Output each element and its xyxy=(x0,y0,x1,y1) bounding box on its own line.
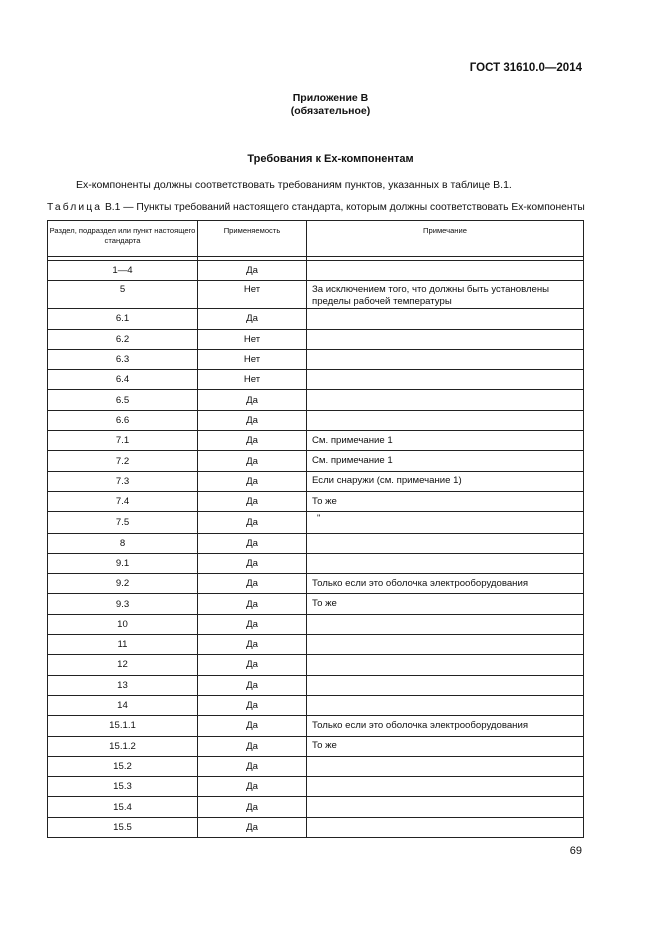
row-applicability-cell: Нет xyxy=(198,370,307,390)
row-note-cell: Только если это оболочка электрооборудования xyxy=(307,716,584,736)
table-row xyxy=(48,431,584,451)
table-row xyxy=(48,512,584,533)
table-row xyxy=(48,329,584,349)
row-section-cell: 13 xyxy=(48,675,198,695)
table-row xyxy=(48,614,584,634)
row-note-cell: То же xyxy=(307,736,584,756)
row-note-cell xyxy=(307,329,584,349)
table-row xyxy=(48,777,584,797)
row-note-cell: Если снаружи (см. примечание 1) xyxy=(307,471,584,491)
table-row xyxy=(48,309,584,329)
table-row xyxy=(48,261,584,281)
table-row xyxy=(48,695,584,715)
row-section-cell: 15.5 xyxy=(48,817,198,837)
table-caption-text: В.1 — Пункты требований настоящего стандарта, которым должны соответствовать Ex-компоненты xyxy=(102,202,585,213)
row-section-cell: 5 xyxy=(48,281,198,309)
row-section-cell: 8 xyxy=(48,533,198,553)
row-applicability-cell: Нет xyxy=(198,329,307,349)
row-note-cell xyxy=(307,817,584,837)
row-note-cell: См. примечание 1 xyxy=(307,451,584,471)
row-applicability-cell: Да xyxy=(198,797,307,817)
row-applicability-cell: Да xyxy=(198,594,307,614)
row-applicability-cell: Да xyxy=(198,553,307,573)
row-note-cell xyxy=(307,533,584,553)
row-section-cell: 15.2 xyxy=(48,756,198,776)
row-applicability-cell: Да xyxy=(198,756,307,776)
row-applicability-cell: Да xyxy=(198,491,307,511)
row-section-cell: 15.1.1 xyxy=(48,716,198,736)
table-row xyxy=(48,471,584,491)
table-row xyxy=(48,594,584,614)
row-section-cell: 7.2 xyxy=(48,451,198,471)
row-section-cell: 14 xyxy=(48,695,198,715)
row-section-cell: 7.3 xyxy=(48,471,198,491)
table-row xyxy=(48,635,584,655)
row-applicability-cell: Да xyxy=(198,512,307,533)
table-row xyxy=(48,370,584,390)
table-row xyxy=(48,390,584,410)
row-section-cell: 6.4 xyxy=(48,370,198,390)
row-section-cell: 1—4 xyxy=(48,261,198,281)
table-row xyxy=(48,736,584,756)
row-note-cell xyxy=(307,635,584,655)
section-title: Требования к Ex-компонентам xyxy=(247,153,414,165)
requirements-table xyxy=(47,220,584,838)
row-note-cell xyxy=(307,410,584,430)
row-section-cell: 10 xyxy=(48,614,198,634)
row-section-cell: 6.2 xyxy=(48,329,198,349)
row-applicability-cell: Да xyxy=(198,431,307,451)
row-section-cell: 15.3 xyxy=(48,777,198,797)
row-section-cell: 11 xyxy=(48,635,198,655)
table-row xyxy=(48,410,584,430)
table-row xyxy=(48,533,584,553)
row-section-cell: 6.3 xyxy=(48,349,198,369)
table-row xyxy=(48,491,584,511)
row-applicability-cell: Да xyxy=(198,451,307,471)
row-note-cell xyxy=(307,695,584,715)
row-applicability-cell: Да xyxy=(198,471,307,491)
header-section: Раздел, подраздел или пункт настоящего стандарта xyxy=(48,221,198,257)
page-number: 69 xyxy=(569,845,582,857)
row-applicability-cell: Да xyxy=(198,655,307,675)
row-note-cell: " xyxy=(307,512,584,533)
row-note-cell: См. примечание 1 xyxy=(307,431,584,451)
row-applicability-cell: Да xyxy=(198,309,307,329)
row-applicability-cell: Да xyxy=(198,635,307,655)
row-note-cell xyxy=(307,756,584,776)
row-note-cell xyxy=(307,675,584,695)
table-row xyxy=(48,574,584,594)
table-row xyxy=(48,797,584,817)
row-applicability-cell: Да xyxy=(198,817,307,837)
row-applicability-cell: Да xyxy=(198,261,307,281)
table-row xyxy=(48,817,584,837)
row-note-cell xyxy=(307,309,584,329)
row-applicability-cell: Да xyxy=(198,533,307,553)
row-applicability-cell: Да xyxy=(198,777,307,797)
table-header-row xyxy=(48,221,584,257)
standard-number: ГОСТ 31610.0—2014 xyxy=(469,62,582,74)
table-caption-label: Таблица xyxy=(47,202,103,213)
row-note-cell xyxy=(307,370,584,390)
row-note-cell xyxy=(307,655,584,675)
row-applicability-cell: Да xyxy=(198,695,307,715)
row-note-cell xyxy=(307,261,584,281)
table-body xyxy=(48,261,584,838)
row-section-cell: 7.5 xyxy=(48,512,198,533)
table-row xyxy=(48,281,584,309)
table-row xyxy=(48,675,584,695)
table-caption xyxy=(47,202,585,213)
row-note-cell xyxy=(307,349,584,369)
row-section-cell: 9.1 xyxy=(48,553,198,573)
row-section-cell: 12 xyxy=(48,655,198,675)
row-applicability-cell: Да xyxy=(198,716,307,736)
row-note-cell xyxy=(307,797,584,817)
row-applicability-cell: Да xyxy=(198,410,307,430)
row-applicability-cell: Нет xyxy=(198,281,307,309)
appendix-title: Приложение В xyxy=(292,92,369,104)
row-section-cell: 15.1.2 xyxy=(48,736,198,756)
row-section-cell: 6.6 xyxy=(48,410,198,430)
row-note-cell xyxy=(307,553,584,573)
table-row xyxy=(48,553,584,573)
row-note-cell xyxy=(307,390,584,410)
row-section-cell: 6.5 xyxy=(48,390,198,410)
row-note-cell xyxy=(307,614,584,634)
row-applicability-cell: Да xyxy=(198,614,307,634)
row-applicability-cell: Да xyxy=(198,390,307,410)
row-section-cell: 9.3 xyxy=(48,594,198,614)
row-section-cell: 15.4 xyxy=(48,797,198,817)
intro-paragraph: Ex-компоненты должны соответствовать требованиям пунктов, указанных в таблице В.1. xyxy=(76,179,512,191)
row-applicability-cell: Да xyxy=(198,574,307,594)
header-applicability: Применяемость xyxy=(198,221,307,257)
row-note-cell: То же xyxy=(307,594,584,614)
table-row xyxy=(48,716,584,736)
row-section-cell: 6.1 xyxy=(48,309,198,329)
appendix-subtitle: (обязательное) xyxy=(290,105,371,117)
appendix-heading xyxy=(0,92,661,118)
row-applicability-cell: Да xyxy=(198,736,307,756)
row-section-cell: 7.4 xyxy=(48,491,198,511)
row-applicability-cell: Да xyxy=(198,675,307,695)
table-row xyxy=(48,655,584,675)
table-row xyxy=(48,451,584,471)
row-section-cell: 9.2 xyxy=(48,574,198,594)
table-row xyxy=(48,756,584,776)
table-row xyxy=(48,349,584,369)
row-note-cell: Только если это оболочка электрооборудования xyxy=(307,574,584,594)
row-applicability-cell: Нет xyxy=(198,349,307,369)
header-note: Примечание xyxy=(307,221,584,257)
row-note-cell: За исключением того, что должны быть установлены пределы рабочей температуры xyxy=(307,281,584,309)
row-note-cell xyxy=(307,777,584,797)
row-section-cell: 7.1 xyxy=(48,431,198,451)
row-note-cell: То же xyxy=(307,491,584,511)
